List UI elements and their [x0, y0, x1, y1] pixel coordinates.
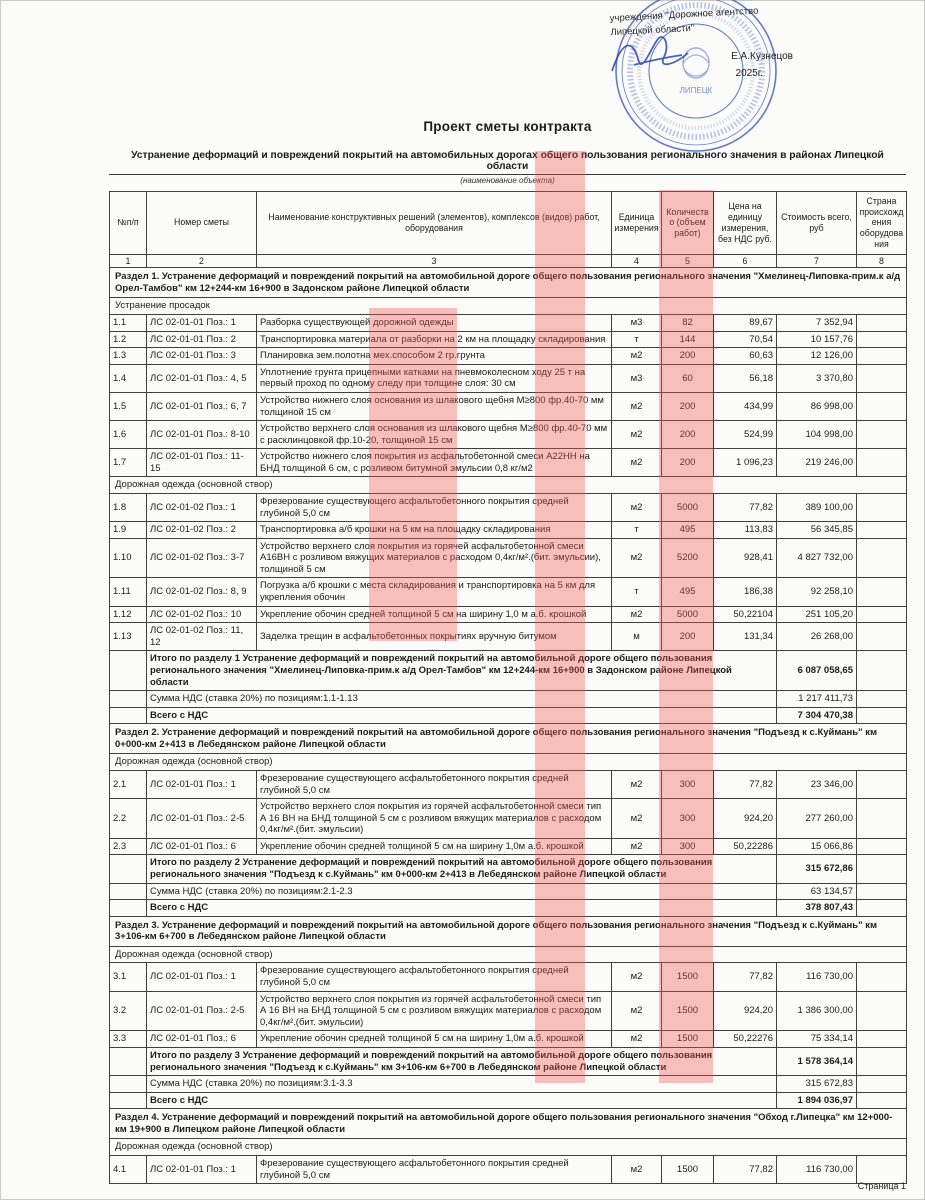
cell-country	[857, 855, 907, 883]
item-row	[110, 838, 907, 855]
cell-estimate-ref: ЛС 02-01-01 Поз.: 6	[147, 1031, 257, 1048]
section-title: Раздел 2. Устранение деформаций и повреждений покрытий на автомобильной дороге общего пользования регионального значения "Подъезд к с.Куймань" км 0+000-км 2+413 в Лебедянском районе Липецкой области	[110, 724, 907, 754]
cell-unit: т	[612, 331, 662, 348]
cell-estimate-ref: ЛС 02-01-01 Поз.: 6	[147, 838, 257, 855]
cell-work-name: Транспортировка а/б крошки на 5 км на площадку складирования	[257, 522, 612, 539]
cell-total-cost: 10 157,76	[777, 331, 857, 348]
subsection-title: Дорожная одежда (основной створ)	[110, 477, 907, 494]
cell-estimate-ref: ЛС 02-01-02 Поз.: 11, 12	[147, 623, 257, 651]
cell-row-number: 1.3	[110, 348, 147, 365]
cell-unit-price: 524,99	[714, 421, 777, 449]
cell-total-cost: 26 268,00	[777, 623, 857, 651]
cell-nds-value: 1 217 411,73	[777, 691, 857, 708]
col-header-qty: Количество (объем работ)	[662, 192, 714, 255]
cell-row-number: 1.11	[110, 578, 147, 606]
cell-unit-price: 50,22276	[714, 1031, 777, 1048]
highlight-strip-qty-column	[659, 190, 713, 1083]
signer-name: Е.А.Кузнецов	[731, 51, 793, 62]
subsection-row	[110, 754, 907, 771]
cell-unit-price: 89,67	[714, 315, 777, 332]
cell-row-number: 1.5	[110, 392, 147, 420]
cell-total-cost: 116 730,00	[777, 1156, 857, 1184]
cell-unit-price: 1 096,23	[714, 449, 777, 477]
cell-total-cost: 4 827 732,00	[777, 538, 857, 578]
col-header-unit: Единица измерения	[612, 192, 662, 255]
cell-work-name: Устройство нижнего слоя основания из шлакового щебня М≥800 фр.40-70 мм толщиной 15 см	[257, 392, 612, 420]
cell-total-cost: 116 730,00	[777, 963, 857, 991]
cell-nds-label: Сумма НДС (ставка 20%) по позициям:3.1-3.3	[147, 1076, 777, 1093]
cell-unit: м3	[612, 315, 662, 332]
cell-estimate-ref: ЛС 02-01-01 Поз.: 3	[147, 348, 257, 365]
section-row	[110, 916, 907, 946]
cell-total-label: Итого по разделу 1 Устранение деформаций и повреждений покрытий на автомобильной дороге общего пользования регионального значения "Хмелинец-Липовка-прим.к а/д Орел-Тамбов" км 12+244-км 16+900 в Задонском районе Липецкой области	[147, 651, 777, 691]
cell-vsego-label: Всего с НДС	[147, 1092, 777, 1109]
cell-vsego-label: Всего с НДС	[147, 707, 777, 724]
cell-total-cost: 1 386 300,00	[777, 991, 857, 1031]
cell-empty	[110, 1092, 147, 1109]
cell-empty	[110, 1076, 147, 1093]
cell-work-name: Разборка существующей дорожной одежды	[257, 315, 612, 332]
col-number: 3	[257, 254, 612, 268]
section-title: Раздел 1. Устранение деформаций и повреждений покрытий на автомобильной дороге общего пользования регионального значения "Хмелинец-Липовка-прим.к а/д Орел-Тамбов" км 12+244-км 16+900 в Задонском районе Липецкой области	[110, 268, 907, 298]
cell-estimate-ref: ЛС 02-01-01 Поз.: 11-15	[147, 449, 257, 477]
nds-row	[110, 1076, 907, 1093]
cell-total-cost: 75 334,14	[777, 1031, 857, 1048]
item-row	[110, 315, 907, 332]
item-row	[110, 991, 907, 1031]
cell-quantity: 300	[662, 838, 714, 855]
cell-country	[857, 900, 907, 917]
cell-country	[857, 493, 907, 521]
total-row	[110, 855, 907, 883]
cell-total-cost: 251 105,20	[777, 606, 857, 623]
cell-estimate-ref: ЛС 02-01-01 Поз.: 2-5	[147, 799, 257, 839]
cell-row-number: 3.2	[110, 991, 147, 1031]
cell-unit: м2	[612, 606, 662, 623]
cell-country	[857, 606, 907, 623]
cell-quantity: 495	[662, 522, 714, 539]
cell-work-name: Фрезерование существующего асфальтобетонного покрытия средней глубиной 5,0 см	[257, 963, 612, 991]
cell-unit-price: 131,34	[714, 623, 777, 651]
cell-unit-price: 77,82	[714, 963, 777, 991]
cell-row-number: 3.3	[110, 1031, 147, 1048]
cell-estimate-ref: ЛС 02-01-01 Поз.: 1	[147, 1156, 257, 1184]
cell-work-name: Фрезерование существующего асфальтобетонного покрытия средней глубиной 5,0 см	[257, 493, 612, 521]
cell-quantity: 144	[662, 331, 714, 348]
col-number: 2	[147, 254, 257, 268]
cell-empty	[110, 1047, 147, 1075]
item-row	[110, 578, 907, 606]
object-name: Устранение деформаций и повреждений покрытий на автомобильных дорогах общего пользования регионального значения в районах Липецкой области	[109, 150, 906, 175]
cell-work-name: Погрузка а/б крошки с места складирования и транспортировка на 5 км для укрепления обочин	[257, 578, 612, 606]
cell-country	[857, 578, 907, 606]
cell-empty	[110, 855, 147, 883]
cell-unit-price: 924,20	[714, 991, 777, 1031]
cell-total-value: 1 578 364,14	[777, 1047, 857, 1075]
col-number: 8	[857, 254, 907, 268]
vsego-row	[110, 900, 907, 917]
item-row	[110, 493, 907, 521]
cell-unit: м2	[612, 1156, 662, 1184]
cell-work-name: Транспортировка материала от разборки на 2 км на площадку складирования	[257, 331, 612, 348]
cell-nds-value: 63 134,57	[777, 883, 857, 900]
cell-row-number: 2.3	[110, 838, 147, 855]
subsection-row	[110, 1139, 907, 1156]
cell-unit-price: 77,82	[714, 770, 777, 798]
cell-row-number: 1.4	[110, 364, 147, 392]
cell-row-number: 1.9	[110, 522, 147, 539]
cell-nds-value: 315 672,83	[777, 1076, 857, 1093]
cell-estimate-ref: ЛС 02-01-01 Поз.: 1	[147, 963, 257, 991]
cell-unit-price: 50,22286	[714, 838, 777, 855]
cell-unit-price: 924,20	[714, 799, 777, 839]
cell-vsego-value: 1 894 036,97	[777, 1092, 857, 1109]
col-header-total: Стоимость всего, руб	[777, 192, 857, 255]
cell-total-cost: 3 370,80	[777, 364, 857, 392]
cell-quantity: 200	[662, 421, 714, 449]
item-row	[110, 1031, 907, 1048]
cell-unit: м2	[612, 838, 662, 855]
cell-quantity: 200	[662, 348, 714, 365]
subsection-title: Дорожная одежда (основной створ)	[110, 946, 907, 963]
cell-row-number: 2.2	[110, 799, 147, 839]
cell-row-number: 1.2	[110, 331, 147, 348]
cell-unit: м2	[612, 421, 662, 449]
column-number-row	[110, 254, 907, 268]
cell-total-cost: 277 260,00	[777, 799, 857, 839]
cell-row-number: 1.7	[110, 449, 147, 477]
section-row	[110, 268, 907, 298]
cell-country	[857, 1156, 907, 1184]
cell-country	[857, 691, 907, 708]
item-row	[110, 522, 907, 539]
cell-unit: т	[612, 578, 662, 606]
cell-quantity: 1500	[662, 963, 714, 991]
item-row	[110, 606, 907, 623]
item-row	[110, 421, 907, 449]
cell-quantity: 5200	[662, 538, 714, 578]
cell-quantity: 60	[662, 364, 714, 392]
cell-total-value: 315 672,86	[777, 855, 857, 883]
item-row	[110, 770, 907, 798]
cell-quantity: 200	[662, 623, 714, 651]
cell-country	[857, 1031, 907, 1048]
cell-estimate-ref: ЛС 02-01-02 Поз.: 8, 9	[147, 578, 257, 606]
cell-country	[857, 331, 907, 348]
col-number: 5	[662, 254, 714, 268]
cell-total-value: 6 087 058,65	[777, 651, 857, 691]
section-row	[110, 1109, 907, 1139]
cell-unit: м2	[612, 538, 662, 578]
cell-quantity: 1500	[662, 1031, 714, 1048]
subsection-title: Дорожная одежда (основной створ)	[110, 754, 907, 771]
cell-country	[857, 799, 907, 839]
cell-country	[857, 449, 907, 477]
section-row	[110, 724, 907, 754]
col-number: 1	[110, 254, 147, 268]
signature-icon	[604, 25, 724, 85]
cell-work-name: Заделка трещин в асфальтобетонных покрытиях вручную битумом	[257, 623, 612, 651]
highlight-strip-middle	[535, 151, 585, 1083]
object-name-caption: (наименование объекта)	[460, 176, 555, 185]
cell-quantity: 82	[662, 315, 714, 332]
cell-total-cost: 7 352,94	[777, 315, 857, 332]
cell-unit-price: 77,82	[714, 1156, 777, 1184]
cell-row-number: 1.8	[110, 493, 147, 521]
cell-unit: м2	[612, 799, 662, 839]
cell-unit: м2	[612, 348, 662, 365]
cell-quantity: 5000	[662, 493, 714, 521]
cell-vsego-value: 7 304 470,38	[777, 707, 857, 724]
col-number: 6	[714, 254, 777, 268]
cell-work-name: Планировка зем.полотна мех.способом 2 гр.грунта	[257, 348, 612, 365]
cell-estimate-ref: ЛС 02-01-02 Поз.: 1	[147, 493, 257, 521]
cell-unit-price: 50,22104	[714, 606, 777, 623]
cell-total-label: Итого по разделу 2 Устранение деформаций и повреждений покрытий на автомобильной дороге общего пользования регионального значения "Подъезд к с.Куймань" км 0+000-км 2+413 в Лебедянском районе Липецкой области	[147, 855, 777, 883]
cell-estimate-ref: ЛС 02-01-02 Поз.: 3-7	[147, 538, 257, 578]
cell-total-cost: 92 258,10	[777, 578, 857, 606]
cell-estimate-ref: ЛС 02-01-01 Поз.: 2	[147, 331, 257, 348]
cell-total-cost: 12 126,00	[777, 348, 857, 365]
estimate-table-body	[110, 268, 907, 1184]
cell-row-number: 1.10	[110, 538, 147, 578]
cell-country	[857, 348, 907, 365]
cell-work-name: Устройство верхнего слоя покрытия из горячей асфальтобетонной смеси тип А 16 ВН на БНД толщиной 5 см с розливом вяжущих материалов с расходом 0,4кг/м².(бит. эмульсии)	[257, 991, 612, 1031]
cell-total-cost: 219 246,00	[777, 449, 857, 477]
estimate-table	[109, 191, 907, 1184]
item-row	[110, 364, 907, 392]
cell-total-cost: 23 346,00	[777, 770, 857, 798]
col-number: 4	[612, 254, 662, 268]
cell-total-cost: 56 345,85	[777, 522, 857, 539]
col-number: 7	[777, 254, 857, 268]
cell-work-name: Фрезерование существующего асфальтобетонного покрытия средней глубиной 5,0 см	[257, 770, 612, 798]
cell-country	[857, 1092, 907, 1109]
cell-work-name: Укрепление обочин средней толщиной 5 см на ширину 1,0 м а.б. крошкой	[257, 606, 612, 623]
item-row	[110, 348, 907, 365]
cell-country	[857, 392, 907, 420]
cell-quantity: 300	[662, 770, 714, 798]
cell-country	[857, 538, 907, 578]
total-row	[110, 651, 907, 691]
cell-country	[857, 707, 907, 724]
cell-unit: м2	[612, 1031, 662, 1048]
nds-row	[110, 883, 907, 900]
page-title: Проект сметы контракта	[423, 119, 592, 134]
cell-row-number: 1.6	[110, 421, 147, 449]
cell-work-name: Устройство верхнего слоя основания из шлакового щебня М≥800 фр.40-70 мм с расклинцовкой фр.10-20, толщиной 15 см	[257, 421, 612, 449]
cell-quantity: 200	[662, 449, 714, 477]
approval-stamp-block	[596, 1, 811, 176]
col-header-estimate: Номер сметы	[147, 192, 257, 255]
cell-row-number: 4.1	[110, 1156, 147, 1184]
cell-unit-price: 60,63	[714, 348, 777, 365]
cell-row-number: 1.12	[110, 606, 147, 623]
cell-quantity: 495	[662, 578, 714, 606]
cell-country	[857, 315, 907, 332]
cell-country	[857, 963, 907, 991]
cell-unit-price: 70,54	[714, 331, 777, 348]
cell-total-cost: 389 100,00	[777, 493, 857, 521]
cell-empty	[110, 900, 147, 917]
item-row	[110, 331, 907, 348]
subsection-title: Устранение просадок	[110, 298, 907, 315]
cell-unit-price: 186,38	[714, 578, 777, 606]
cell-quantity: 300	[662, 799, 714, 839]
cell-country	[857, 1047, 907, 1075]
cell-unit: м3	[612, 364, 662, 392]
cell-country	[857, 421, 907, 449]
vsego-row	[110, 1092, 907, 1109]
section-title: Раздел 3. Устранение деформаций и повреждений покрытий на автомобильной дороге общего пользования регионального значения "Подъезд к с.Куймань" км 3+106-км 6+700 в Лебедянском районе Липецкой области	[110, 916, 907, 946]
cell-quantity: 1500	[662, 991, 714, 1031]
cell-nds-label: Сумма НДС (ставка 20%) по позициям:1.1-1.13	[147, 691, 777, 708]
item-row	[110, 392, 907, 420]
cell-country	[857, 883, 907, 900]
cell-unit: м2	[612, 449, 662, 477]
item-row	[110, 449, 907, 477]
cell-work-name: Устройство нижнего слоя покрытия из асфальтобетонной смеси А22НН на БНД толщиной 6 см, с розливом битумной эмульсии 0,8 кг/м2	[257, 449, 612, 477]
cell-unit: т	[612, 522, 662, 539]
cell-estimate-ref: ЛС 02-01-01 Поз.: 2-5	[147, 991, 257, 1031]
cell-estimate-ref: ЛС 02-01-02 Поз.: 2	[147, 522, 257, 539]
section-title: Раздел 4. Устранение деформаций и повреждений покрытий на автомобильной дороге общего пользования регионального значения "Обход г.Липецка" км 12+000-км 19+900 в Липецком районе Липецкой области	[110, 1109, 907, 1139]
cell-vsego-label: Всего с НДС	[147, 900, 777, 917]
subsection-title: Дорожная одежда (основной створ)	[110, 1139, 907, 1156]
cell-country	[857, 623, 907, 651]
cell-unit: м2	[612, 493, 662, 521]
cell-quantity: 1500	[662, 1156, 714, 1184]
cell-nds-label: Сумма НДС (ставка 20%) по позициям:2.1-2.3	[147, 883, 777, 900]
cell-estimate-ref: ЛС 02-01-01 Поз.: 4, 5	[147, 364, 257, 392]
cell-quantity: 5000	[662, 606, 714, 623]
item-row	[110, 623, 907, 651]
cell-empty	[110, 707, 147, 724]
cell-work-name: Укрепление обочин средней толщиной 5 см на ширину 1,0м а.б. крошкой	[257, 838, 612, 855]
col-header-price: Цена на единицу измерения, без НДС руб.	[714, 192, 777, 255]
cell-empty	[110, 883, 147, 900]
col-header-num: №п/п	[110, 192, 147, 255]
cell-total-cost: 15 066,86	[777, 838, 857, 855]
cell-unit-price: 113,83	[714, 522, 777, 539]
total-row	[110, 1047, 907, 1075]
cell-unit-price: 56,18	[714, 364, 777, 392]
cell-unit: м2	[612, 770, 662, 798]
cell-work-name: Укрепление обочин средней толщиной 5 см на ширину 1,0м а.б. крошкой	[257, 1031, 612, 1048]
cell-quantity: 200	[662, 392, 714, 420]
cell-unit: м2	[612, 991, 662, 1031]
page-number: Страница 1	[857, 1181, 906, 1191]
item-row	[110, 799, 907, 839]
cell-row-number: 3.1	[110, 963, 147, 991]
cell-unit: м2	[612, 963, 662, 991]
cell-row-number: 1.13	[110, 623, 147, 651]
cell-unit-price: 77,82	[714, 493, 777, 521]
cell-empty	[110, 691, 147, 708]
cell-country	[857, 364, 907, 392]
cell-country	[857, 522, 907, 539]
cell-estimate-ref: ЛС 02-01-01 Поз.: 8-10	[147, 421, 257, 449]
subsection-row	[110, 298, 907, 315]
item-row	[110, 538, 907, 578]
cell-estimate-ref: ЛС 02-01-01 Поз.: 6, 7	[147, 392, 257, 420]
cell-country	[857, 770, 907, 798]
cell-estimate-ref: ЛС 02-01-02 Поз.: 10	[147, 606, 257, 623]
cell-empty	[110, 651, 147, 691]
cell-estimate-ref: ЛС 02-01-01 Поз.: 1	[147, 315, 257, 332]
cell-unit-price: 434,99	[714, 392, 777, 420]
item-row	[110, 963, 907, 991]
seal-center-text: ЛИПЕЦК	[679, 86, 713, 95]
cell-estimate-ref: ЛС 02-01-01 Поз.: 1	[147, 770, 257, 798]
cell-work-name: Устройство верхнего слоя покрытия из горячей асфальтобетонной смеси А16ВН с розливом вяжущих материалов с расходом 0,4кг/м².(бит. эмульсии), толщиной 5 см	[257, 538, 612, 578]
item-row	[110, 1156, 907, 1184]
col-header-name: Наименование конструктивных решений (элементов), комплексов (видов) работ, оборудования	[257, 192, 612, 255]
signature-year: 2025г.	[735, 68, 763, 79]
cell-work-name: Фрезерование существующего асфальтобетонного покрытия средней глубиной 5,0 см	[257, 1156, 612, 1184]
vsego-row	[110, 707, 907, 724]
cell-row-number: 2.1	[110, 770, 147, 798]
cell-work-name: Устройство верхнего слоя покрытия из горячей асфальтобетонной смеси тип А 16 ВН на БНД толщиной 5 см с розливом вяжущих материалов с расходом 0,4кг/м².(бит. эмульсии)	[257, 799, 612, 839]
cell-country	[857, 1076, 907, 1093]
subsection-row	[110, 477, 907, 494]
cell-vsego-value: 378 807,43	[777, 900, 857, 917]
cell-unit-price: 928,41	[714, 538, 777, 578]
cell-unit: м2	[612, 392, 662, 420]
estimate-table-header	[110, 192, 907, 268]
col-header-country: Страна происхождения оборудования	[857, 192, 907, 255]
approval-org-text: учреждения "Дорожное агентство Липецкой области"	[609, 5, 759, 38]
cell-country	[857, 991, 907, 1031]
subsection-row	[110, 946, 907, 963]
nds-row	[110, 691, 907, 708]
cell-total-label: Итого по разделу 3 Устранение деформаций и повреждений покрытий на автомобильной дороге общего пользования регионального значения "Подъезд к с.Куймань" км 3+106-км 6+700 в Лебедянском районе Липецкой области	[147, 1047, 777, 1075]
cell-total-cost: 104 998,00	[777, 421, 857, 449]
cell-total-cost: 86 998,00	[777, 392, 857, 420]
cell-unit: м	[612, 623, 662, 651]
highlight-strip-left	[369, 308, 457, 641]
cell-row-number: 1.1	[110, 315, 147, 332]
cell-work-name: Уплотнение грунта прицепными катками на пневмоколесном ходу 25 т на первый проход по одному следу при толщине слоя: 30 см	[257, 364, 612, 392]
cell-country	[857, 651, 907, 691]
cell-country	[857, 838, 907, 855]
